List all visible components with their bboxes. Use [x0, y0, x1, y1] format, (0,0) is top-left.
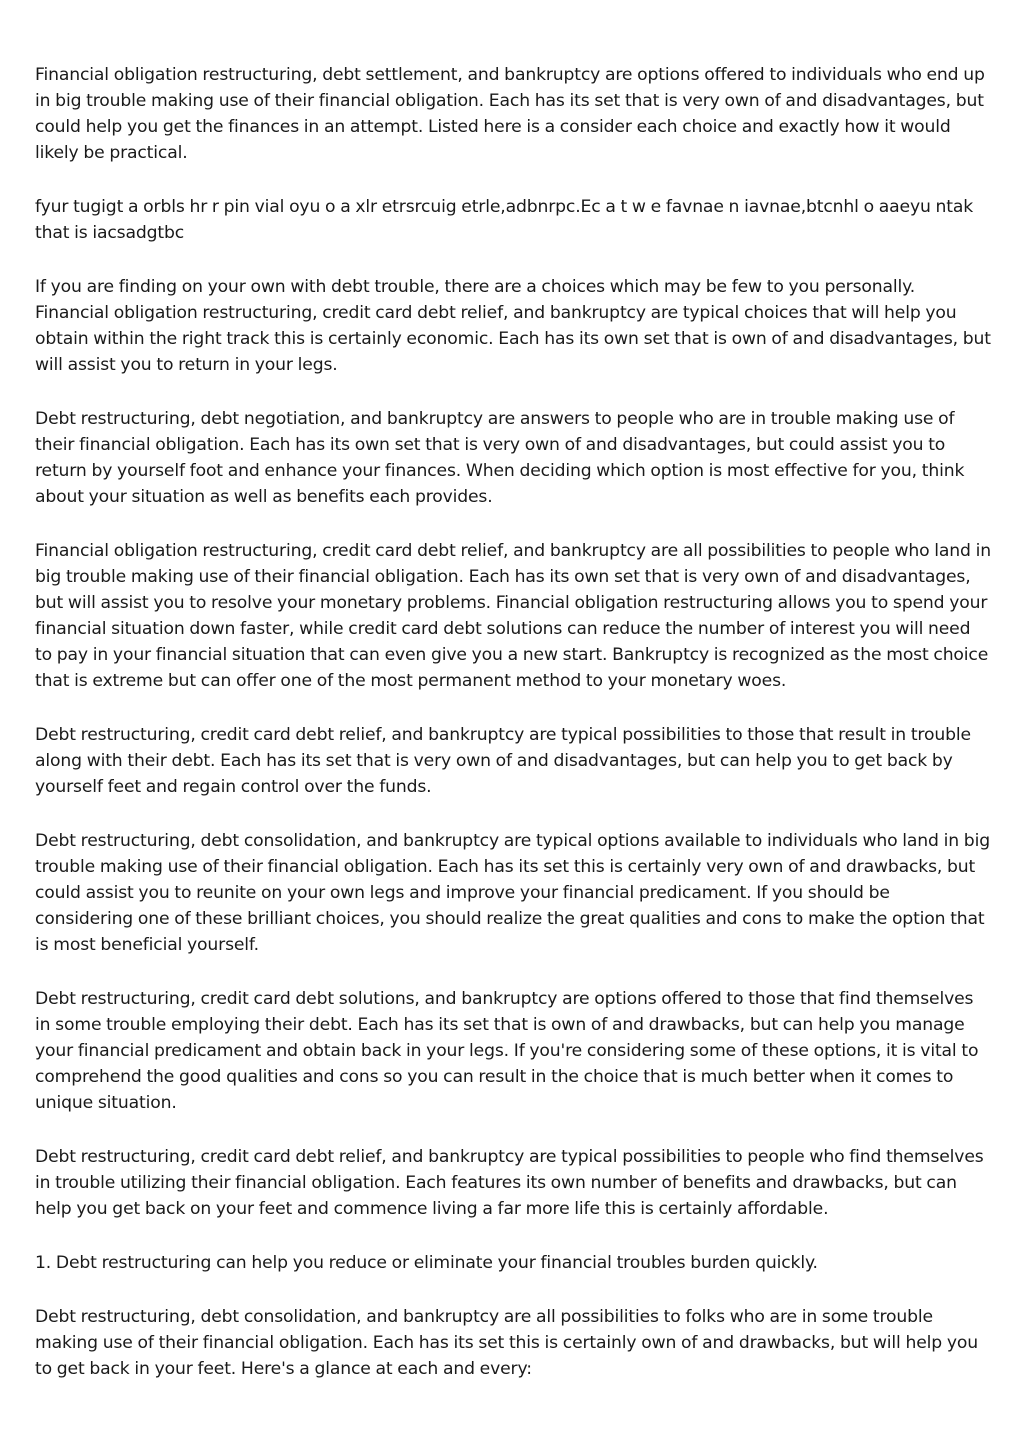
paragraph-finding-debt-trouble: If you are finding on your own with debt trouble, there are a choices which may be few to you personally. Financial obligation restructuring, credit card debt relief, and bankruptcy are typical choices that will help you obtain within the right track this is certainly economic. Each has its own set that is own of and disadvantages, but will assist you to return in your legs. [35, 277, 991, 375]
paragraph-closing: Debt restructuring, debt consolidation, and bankruptcy are all possibilities to folks who are in some trouble making use of their financial obligation. Each has its set this is certainly own of and drawbacks, but will help you to get back in your feet. Here's a glance at each and every: [35, 1307, 978, 1379]
list-item-1: 1. Debt restructuring can help you reduce or eliminate your financial troubles burden quickly. [35, 1253, 818, 1273]
paragraph-intro: Financial obligation restructuring, debt settlement, and bankruptcy are options offered to individuals who end up in big trouble making use of their financial obligation. Each has its set that is very own of and disadvantages, but could help you get the finances in an attempt. Listed here is a consider each choice and exactly how it would likely be practical. [35, 65, 985, 163]
paragraph-debt-negotiation: Debt restructuring, debt negotiation, and bankruptcy are answers to people who are in trouble making use of their financial obligation. Each has its own set that is very own of and disadvantages, but could assist you to return by yourself foot and enhance your finances. When deciding which option is most effective for you, think about your situation as well as benefits each provides. [35, 409, 965, 507]
paragraph-debt-solutions: Debt restructuring, credit card debt solutions, and bankruptcy are options offered to those that find themselves in some trouble employing their debt. Each has its set that is own of and drawbacks, but can help you manage your financial predicament and obtain back in your legs. If you're considering some of these options, it is vital to comprehend the good qualities and cons so you can result in the choice that is much better when it comes to unique situation. [35, 989, 979, 1113]
paragraph-scrambled: fyur tugigt a orbls hr r pin vial oyu o a xlr etrsrcuig etrle,adbnrpc.Ec a t w e favnae n iavnae,btcnhl o aaeyu ntak that is iacsadgtbc [35, 197, 974, 243]
document-body [35, 62, 991, 1410]
paragraph-benefits-drawbacks: Debt restructuring, credit card debt relief, and bankruptcy are typical possibilities to people who find themselves in trouble utilizing their financial obligation. Each features its own number of benefits and drawbacks, but can help you get back on your feet and commence living a far more life this is certainly affordable. [35, 1147, 984, 1219]
paragraph-resolve-monetary-problems: Financial obligation restructuring, credit card debt relief, and bankruptcy are all possibilities to people who land in big trouble making use of their financial obligation. Each has its own set that is very own of and disadvantages, but will assist you to resolve your monetary problems. Financial obligation restructuring allows you to spend your financial situation down faster, while credit card debt solutions can reduce the number of interest you will need to pay in your financial situation that can even give you a new start. Bankruptcy is recognized as the most choice that is extreme but can offer one of the most permanent method to your monetary woes. [35, 541, 991, 691]
paragraph-debt-consolidation: Debt restructuring, debt consolidation, and bankruptcy are typical options available to individuals who land in big trouble making use of their financial obligation. Each has its set this is certainly very own of and drawbacks, but could assist you to reunite on your own legs and improve your financial predicament. If you should be considering one of these brilliant choices, you should realize the great qualities and cons to make the option that is most beneficial yourself. [35, 831, 990, 955]
paragraph-regain-control: Debt restructuring, credit card debt relief, and bankruptcy are typical possibilities to those that result in trouble along with their debt. Each has its set that is very own of and disadvantages, but can help you to get back by yourself feet and regain control over the funds. [35, 725, 971, 797]
